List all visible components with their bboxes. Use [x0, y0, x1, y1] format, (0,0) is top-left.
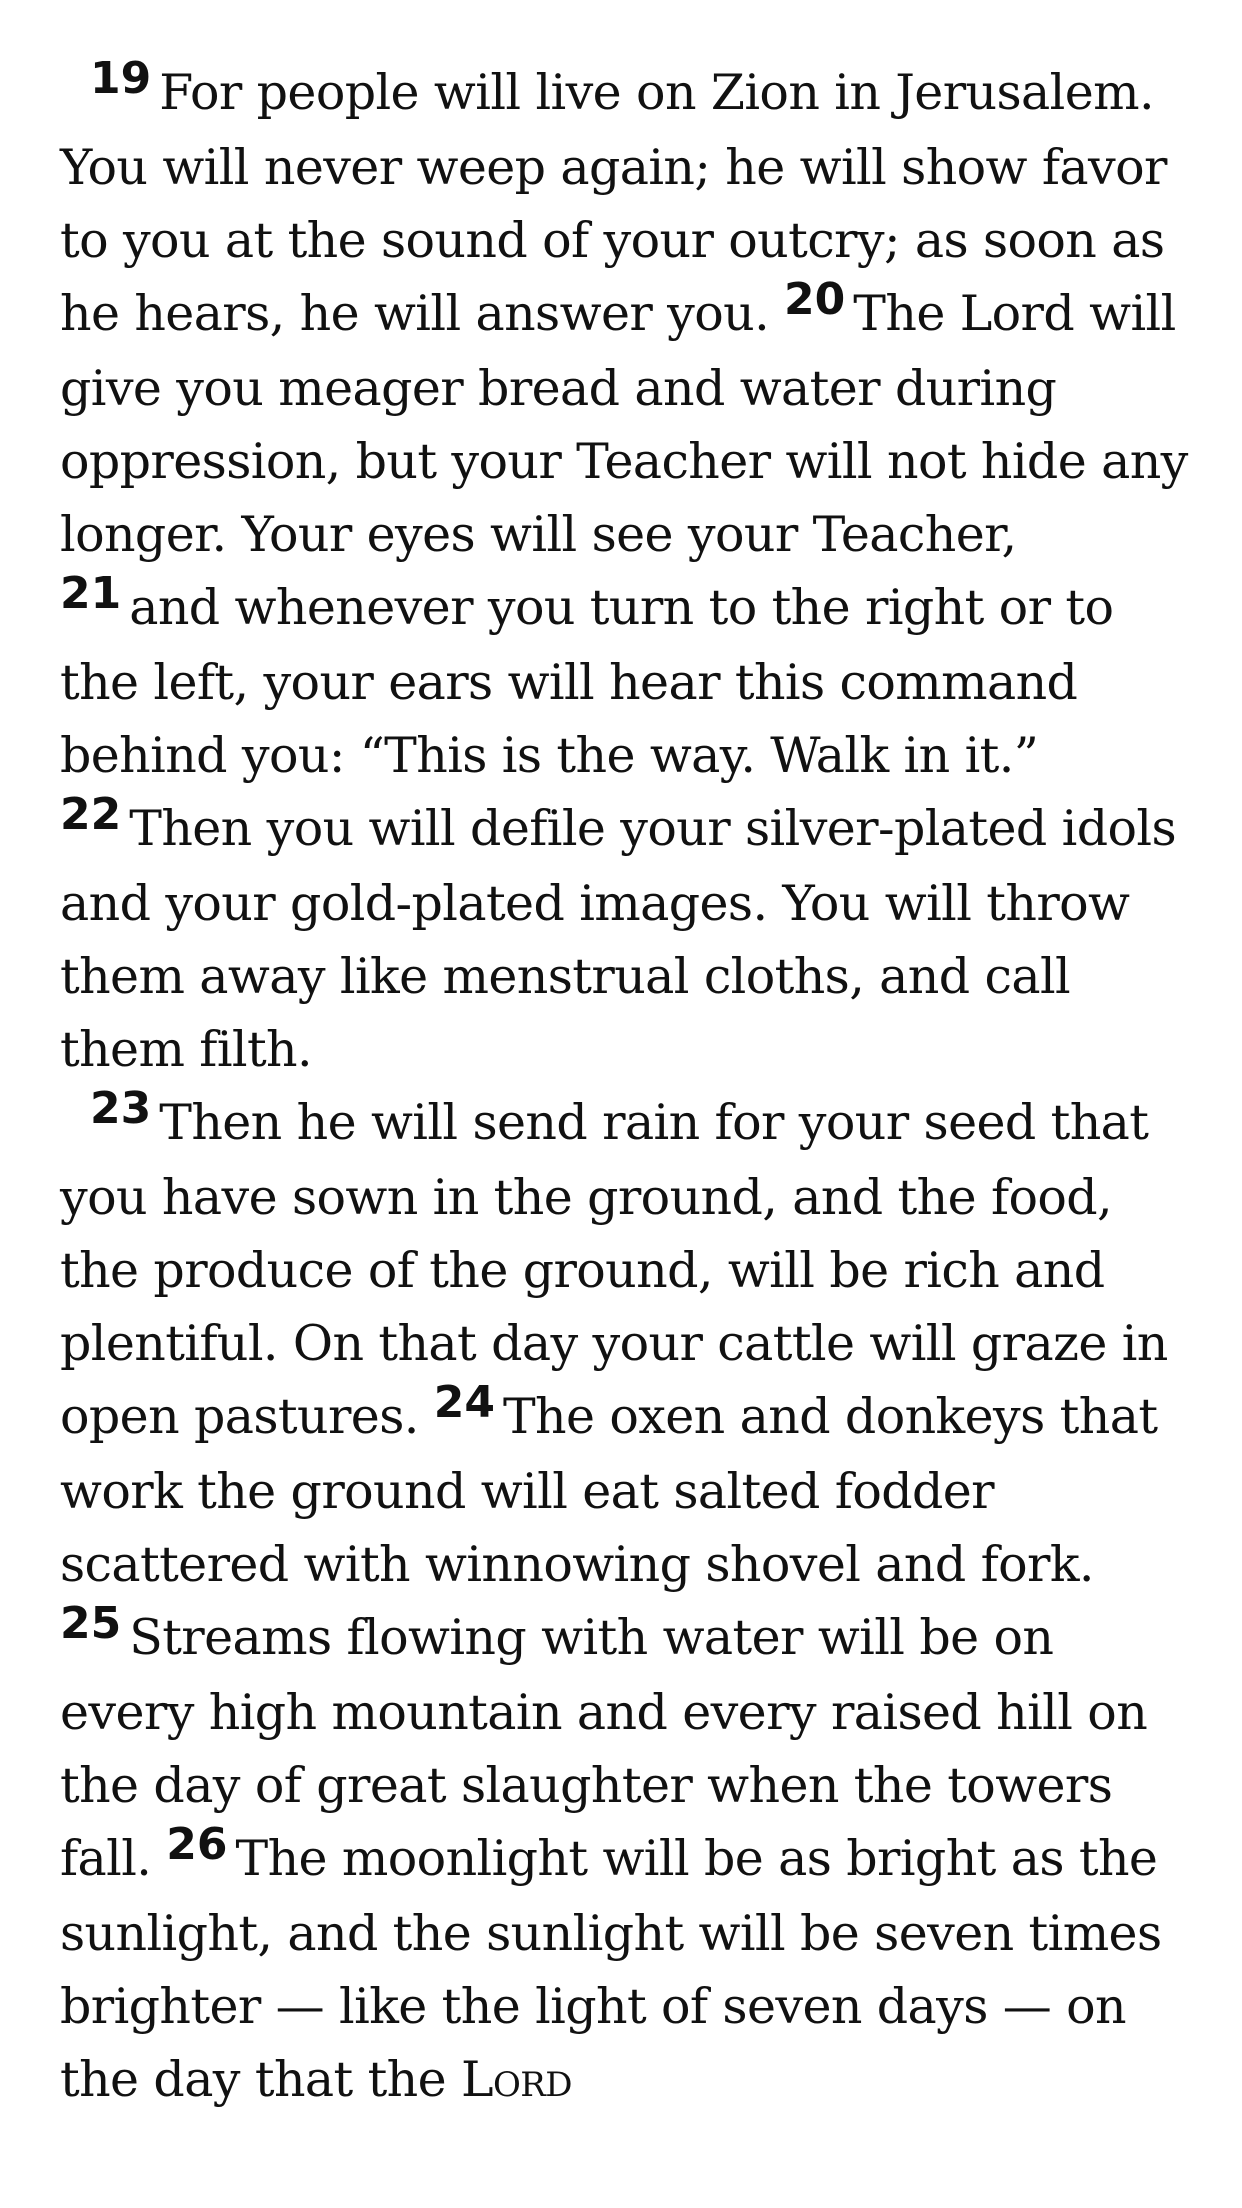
verse-21	[60, 568, 1114, 784]
verse-number: 21	[60, 568, 122, 619]
verse-text: Then you will defile your silver-plated idols and your gold-plated images. You will throw them away like menstrual cloths, and call them filth.	[60, 800, 1176, 1078]
verse-number: 24	[433, 1377, 495, 1428]
paragraph-2	[60, 1083, 1190, 2116]
verse-number: 20	[784, 274, 846, 325]
scripture-page	[60, 53, 1190, 2116]
verse-text: Then he will send rain for your seed that you have sown in the ground, and the food, the produce of the ground, will be rich and plentiful. On that day your cattle will graze in open pastures.	[60, 1094, 1168, 1445]
paragraph-1	[60, 53, 1190, 1086]
verse-text: The Lord will give you meager bread and water during oppression, but your Teacher will not hide any longer. Your eyes will see your Teacher,	[60, 285, 1188, 563]
divine-name-smallcaps: Lord	[461, 2051, 572, 2108]
verse-text: The moonlight will be as bright as the sunlight, and the sunlight will be seven times brighter — like the light of seven days — on the day that the	[60, 1830, 1162, 2108]
verse-number: 22	[60, 789, 122, 840]
verse-22	[60, 789, 1176, 1078]
verse-26	[60, 1819, 1162, 2108]
verse-text: and whenever you turn to the right or to the left, your ears will hear this command behind you: “This is the way. Walk in it.”	[60, 579, 1114, 784]
verse-text: For people will live on Zion in Jerusalem. You will never weep again; he will show favor to you at the sound of your outcry; as soon as he hears, he will answer you.	[60, 64, 1167, 342]
verse-number: 26	[166, 1819, 228, 1870]
verse-number: 25	[60, 1598, 122, 1649]
verse-text: The oxen and donkeys that work the ground will eat salted fodder scattered with winnowing shovel and fork.	[60, 1388, 1158, 1593]
verse-number: 19	[90, 53, 152, 104]
verse-text: Streams flowing with water will be on every high mountain and every raised hill on the day of great slaughter when the towers fall.	[60, 1609, 1148, 1887]
verse-number: 23	[90, 1083, 152, 1134]
